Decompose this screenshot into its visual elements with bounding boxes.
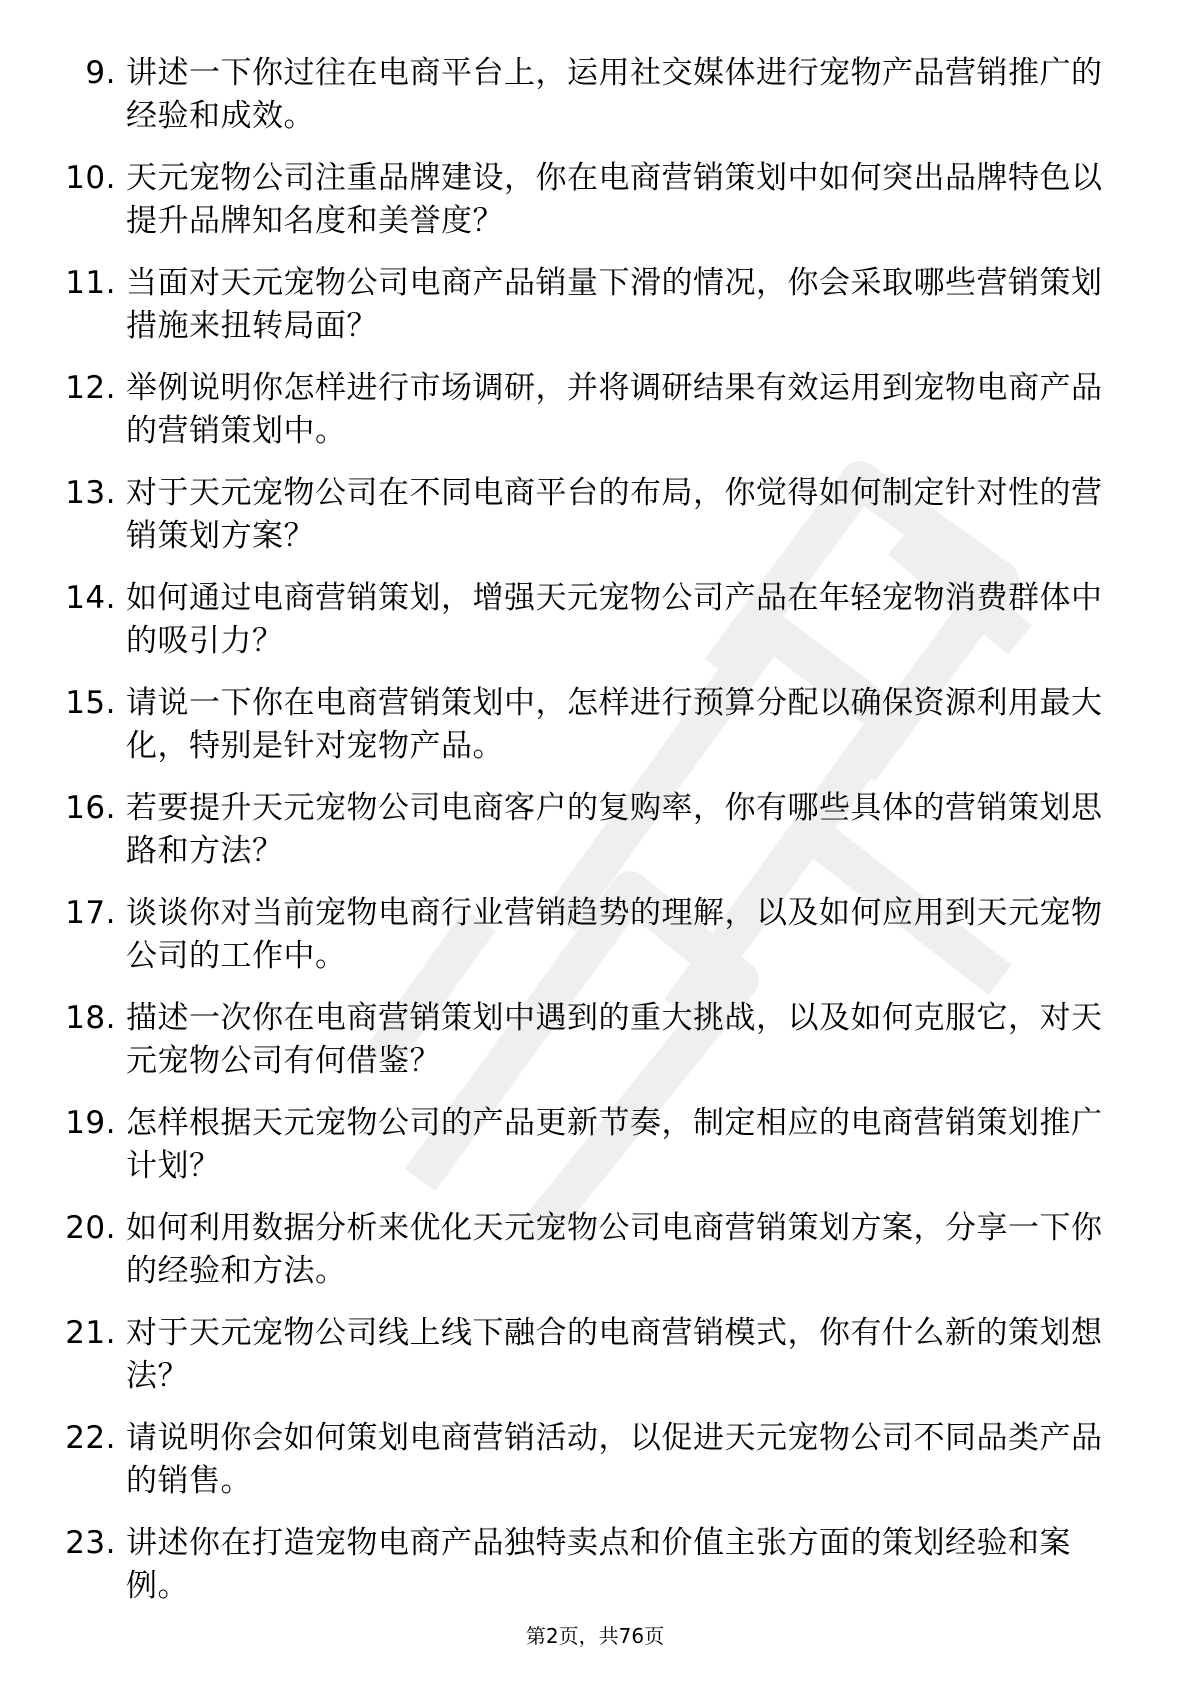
question-list [60,52,1120,1627]
list-item [60,682,1120,768]
question-text: 如何通过电商营销策划，增强天元宠物公司产品在年轻宠物消费群体中的吸引力？ [126,580,1103,659]
question-text: 请说明你会如何策划电商营销活动，以促进天元宠物公司不同品类产品的销售。 [126,1420,1103,1499]
question-text: 当面对天元宠物公司电商产品销量下滑的情况，你会采取哪些营销策划措施来扭转局面？ [126,265,1103,344]
list-item [60,1102,1120,1188]
question-number: 23. [65,1525,116,1561]
question-text: 若要提升天元宠物公司电商客户的复购率，你有哪些具体的营销策划思路和方法？ [126,790,1103,869]
list-item [60,1522,1120,1608]
list-item [60,472,1120,558]
question-text: 天元宠物公司注重品牌建设，你在电商营销策划中如何突出品牌特色以提升品牌知名度和美誉度？ [126,160,1103,239]
question-text: 如何利用数据分析来优化天元宠物公司电商营销策划方案，分享一下你的经验和方法。 [126,1210,1103,1289]
list-item [60,892,1120,978]
question-text: 怎样根据天元宠物公司的产品更新节奏，制定相应的电商营销策划推广计划？ [126,1105,1103,1184]
question-text: 讲述你在打造宠物电商产品独特卖点和价值主张方面的策划经验和案例。 [126,1525,1071,1604]
question-text: 谈谈你对当前宠物电商行业营销趋势的理解，以及如何应用到天元宠物公司的工作中。 [126,895,1103,974]
page-footer: 第2页，共76页 [525,1624,665,1648]
question-number: 19. [65,1105,116,1141]
question-number: 11. [65,265,116,301]
list-item [60,52,1120,138]
question-number: 18. [65,1000,116,1036]
question-number: 22. [65,1420,116,1456]
question-number: 14. [65,580,116,616]
question-number: 10. [65,160,116,196]
question-text: 举例说明你怎样进行市场调研，并将调研结果有效运用到宠物电商产品的营销策划中。 [126,370,1103,449]
question-text: 讲述一下你过往在电商平台上，运用社交媒体进行宠物产品营销推广的经验和成效。 [126,55,1103,134]
list-item [60,367,1120,453]
list-item [60,1417,1120,1503]
question-number: 20. [65,1210,116,1246]
question-text: 对于天元宠物公司在不同电商平台的布局，你觉得如何制定针对性的营销策划方案？ [126,475,1103,554]
question-number: 16. [65,790,116,826]
list-item [60,577,1120,663]
question-number: 17. [65,895,116,931]
question-text: 对于天元宠物公司线上线下融合的电商营销模式，你有什么新的策划想法？ [126,1315,1103,1394]
question-number: 12. [65,370,116,406]
question-text: 请说一下你在电商营销策划中，怎样进行预算分配以确保资源利用最大化，特别是针对宠物产品。 [126,685,1103,764]
list-item [60,787,1120,873]
question-number: 21. [65,1315,116,1351]
question-number: 13. [65,475,116,511]
list-item [60,1207,1120,1293]
list-item [60,262,1120,348]
list-item [60,997,1120,1083]
list-item [60,1312,1120,1398]
question-number: 15. [65,685,116,721]
question-number: 9. [85,55,116,91]
question-text: 描述一次你在电商营销策划中遇到的重大挑战，以及如何克服它，对天元宠物公司有何借鉴？ [126,1000,1103,1079]
list-item [60,157,1120,243]
